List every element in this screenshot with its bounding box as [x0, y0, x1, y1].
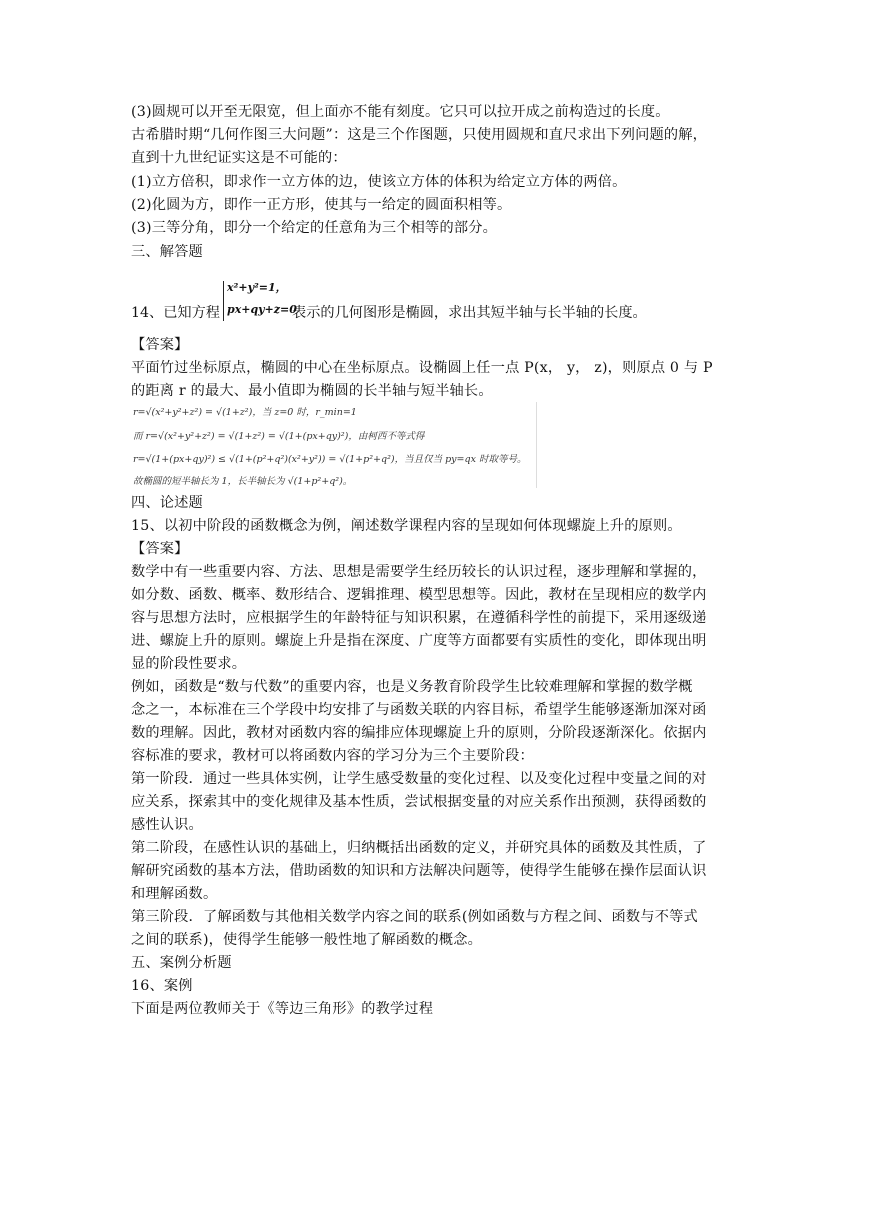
paragraph-line: 的距离 r 的最大、最小值即为椭圆的长半轴与短半轴长。: [131, 383, 493, 399]
question-14: [131, 281, 731, 323]
paragraph-line: 进、螺旋上升的原则。螺旋上升是指在深度、广度等方面都要有实质性的变化，即体现出明: [131, 633, 707, 649]
paragraph-line: 例如，函数是“数与代数”的重要内容，也是义务教育阶段学生比较难理解和掌握的数学概: [131, 679, 693, 695]
math-row: r=√(1+(px+qy)²) ≤ √(1+(p²+q²)(x²+y²)) = √(1+p²+q²)，当且仅当 py=qx 时取等号。: [133, 454, 527, 465]
paragraph-line: 容标准的要求，教材可以将函数内容的学习分为三个主要阶段：: [131, 748, 534, 764]
paragraph-line: 数的理解。因此，教材对函数内容的编排应体现螺旋上升的原则，分阶段逐渐深化。依据内: [131, 725, 707, 741]
question-15: 15、以初中阶段的函数概念为例，阐述数学课程内容的呈现如何体现螺旋上升的原则。: [131, 518, 682, 534]
question-16-title: 16、案例: [131, 978, 193, 994]
section-heading: 五、案例分析题: [131, 955, 232, 971]
paragraph-line: 之间的联系)，使得学生能够一般性地了解函数的概念。: [131, 932, 483, 948]
answer-label: 【答案】: [131, 337, 189, 353]
paragraph-line: 第三阶段．了解函数与其他相关数学内容之间的联系(例如函数与方程之间、函数与不等式: [131, 909, 698, 925]
math-derivation-image: [131, 402, 539, 488]
answer-label: 【答案】: [131, 541, 189, 557]
question-16-text: 下面是两位教师关于《等边三角形》的教学过程: [131, 1001, 434, 1017]
paragraph-line: 解研究函数的基本方法，借助函数的知识和方法解决问题等，使得学生能够在操作层面认识: [131, 863, 707, 879]
paragraph-line: 和理解函数。: [131, 886, 218, 902]
math-row: 而 r=√(x²+y²+z²) = √(1+z²) = √(1+(px+qy)²)，由柯西不等式得: [133, 431, 425, 442]
paragraph-line: 第二阶段，在感性认识的基础上，归纳概括出函数的定义，并研究具体的函数及其性质，了: [131, 840, 707, 856]
image-edge: [536, 402, 537, 488]
equation-1: x²+y²=1，: [227, 281, 287, 294]
equation-2: px+qy+z=0: [227, 303, 297, 316]
paragraph-line: 平面竹过坐标原点，椭圆的中心在坐标原点。设椭圆上任一点 P(x， y， z)，则原点 0 与 P: [131, 360, 713, 376]
list-item: (2)化圆为方，即作一正方形，使其与一给定的圆面积相等。: [131, 197, 512, 213]
list-item: (1)立方倍积，即求作一立方体的边，使该立方体的体积为给定立方体的两倍。: [131, 174, 627, 190]
paragraph-line: 第一阶段．通过一些具体实例，让学生感受数量的变化过程、以及变化过程中变量之间的对: [131, 771, 707, 787]
paragraph-line: 应关系，探索其中的变化规律及基本性质，尝试根据变量的对应关系作出预测，获得函数的: [131, 794, 707, 810]
paragraph-line: 古希腊时期“几何作图三大问题”：这是三个作图题，只使用圆规和直尺求出下列问题的解，: [131, 127, 708, 143]
section-heading: 三、解答题: [131, 244, 203, 260]
paragraph-line: 数学中有一些重要内容、方法、思想是需要学生经历较长的认识过程，逐步理解和掌握的，: [131, 564, 707, 580]
question-14-prefix: 14、已知方程: [131, 305, 220, 321]
paragraph-line: 显的阶段性要求。: [131, 656, 247, 672]
section-heading: 四、论述题: [131, 495, 203, 511]
list-item: (3)三等分角，即分一个给定的任意角为三个相等的部分。: [131, 220, 497, 236]
paragraph-line: 直到十九世纪证实这是不可能的：: [131, 150, 347, 166]
paragraph-line: 容与思想方法时，应根据学生的年龄特征与知识积累，在遵循科学性的前提下，采用逐级递: [131, 610, 707, 626]
paragraph-line: 念之一，本标准在三个学段中均安排了与函数关联的内容目标，希望学生能够逐渐加深对函: [131, 702, 707, 718]
paragraph-line: 如分数、函数、概率、数形结合、逻辑推理、模型思想等。因此，教材在呈现相应的数学内: [131, 587, 707, 603]
math-row: 故椭圆的短半轴长为 1，长半轴长为 √(1+p²+q²)。: [133, 476, 353, 487]
math-row: r=√(x²+y²+z²) = √(1+z²)，当 z=0 时，r_min=1: [133, 407, 357, 418]
paragraph-line: 感性认识。: [131, 817, 203, 833]
paragraph-line: (3)圆规可以开至无限宽，但上面亦不能有刻度。它只可以拉开成之前构造过的长度。: [131, 104, 670, 120]
question-14-suffix: 表示的几何图形是椭圆，求出其短半轴与长半轴的长度。: [292, 305, 647, 321]
